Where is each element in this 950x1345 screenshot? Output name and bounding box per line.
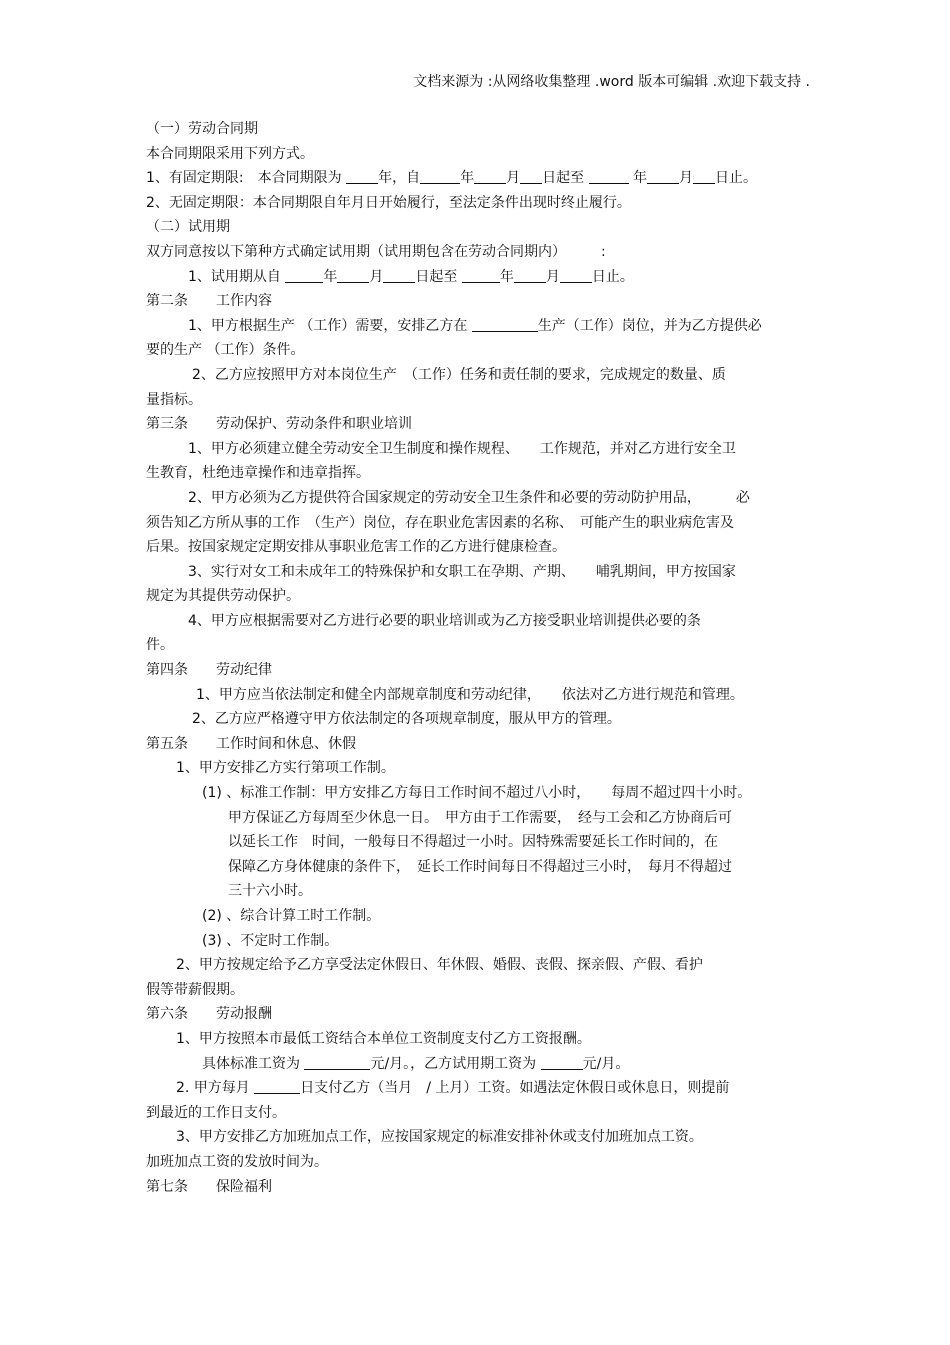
section-probation-heading: （二）试用期 [146, 219, 230, 236]
blank-field [420, 169, 460, 184]
article-3-clause-2: 2、甲方必须为乙方提供符合国家规定的劳动安全卫生条件和必要的劳动防护用品， 必 [188, 489, 750, 506]
article-7-heading: 第七条 保险福利 [146, 1178, 272, 1195]
article-2-clause-1-cont: 要的生产 （工作）条件。 [146, 342, 305, 359]
contract-term-intro: 本合同期限采用下列方式。 [146, 145, 314, 162]
article-2-clause-1: 1、甲方根据生产 （工作）需要，安排乙方在 生产（工作）岗位，并为乙方提供必 [188, 317, 762, 334]
standard-working-hours-cont: 甲方保证乙方每周至少休息一日。 甲方由于工作需要， 经与工会和乙方协商后可 [228, 809, 732, 826]
probation-intro: 双方同意按以下第种方式确定试用期（试用期包含在劳动合同期内） : [146, 243, 606, 260]
blank-field [589, 169, 629, 184]
wage-standard-line: 具体标准工资为 元/月。，乙方试用期工资为 元/月。 [202, 1055, 630, 1072]
section-contract-term-heading: （一）劳动合同期 [146, 121, 258, 137]
open-term-line: 2、无固定期限：本合同期限自年月日开始履行，至法定条件出现时终止履行。 [146, 194, 631, 211]
article-3-clause-1: 1、甲方必须建立健全劳动安全卫生制度和操作规程、 工作规范，并对乙方进行安全卫 [188, 440, 736, 457]
article-6-clause-3: 3、甲方安排乙方加班加点工作，应按国家规定的标准安排补休或支付加班加点工资。 [176, 1129, 703, 1146]
article-5-clause-2-cont: 假等带薪假期。 [146, 981, 244, 998]
blank-field [383, 268, 415, 283]
article-2-heading: 第二条 工作内容 [146, 293, 272, 310]
document-source-header: 文档来源为 :从网络收集整理 .word 版本可编辑 .欢迎下载支持 . [413, 74, 810, 90]
article-4-clause-1: 1、甲方应当依法制定和健全内部规章制度和劳动纪律， 依法对乙方进行规范和管理。 [196, 686, 744, 703]
article-3-clause-3: 3、实行对女工和未成年工的特殊保护和女职工在孕期、产期、 哺乳期间，甲方按国家 [188, 563, 736, 580]
article-6-clause-1: 1、甲方按照本市最低工资结合本单位工资制度支付乙方工资报酬。 [176, 1030, 591, 1047]
article-6-clause-3-cont: 加班加点工资的发放时间为。 [146, 1153, 328, 1170]
standard-working-hours: (1) 、标准工作制：甲方安排乙方每日工作时间不超过八小时， 每周不超过四十小时。 [202, 785, 752, 802]
article-3-clause-2-cont: 须告知乙方所从事的工作 （生产）岗位，存在职业危害因素的名称、 可能产生的职业病危害及 [146, 514, 734, 531]
blank-field [647, 169, 679, 184]
article-6-heading: 第六条 劳动报酬 [146, 1006, 272, 1023]
standard-working-hours-cont: 三十六小时。 [228, 883, 312, 900]
article-3-clause-4-cont: 件。 [146, 637, 174, 654]
standard-working-hours-cont: 以延长工作 时间，一般每日不得超过一小时。因特殊需要延长工作时间的，在 [228, 834, 718, 851]
article-2-clause-2-cont: 量指标。 [146, 391, 202, 408]
blank-field [560, 268, 592, 283]
article-3-clause-3-cont: 规定为其提供劳动保护。 [146, 588, 300, 605]
article-3-heading: 第三条 劳动保护、劳动条件和职业培训 [146, 416, 412, 433]
standard-working-hours-cont: 保障乙方身体健康的条件下， 延长工作时间每日不得超过三小时， 每月不得超过 [228, 858, 732, 875]
flexible-hours: (3) 、不定时工作制。 [202, 932, 339, 949]
blank-field [693, 169, 715, 184]
article-3-clause-1-cont: 生教育，杜绝违章操作和违章指挥。 [146, 465, 370, 482]
blank-field [304, 1055, 370, 1070]
article-6-clause-2: 2. 甲方每月 日支付乙方（当月 / 上月）工资。如遇法定休假日或休息日，则提前 [176, 1080, 730, 1097]
article-2-clause-2: 2、乙方应按照甲方对本岗位生产 （工作）任务和责任制的要求，完成规定的数量、质 [192, 366, 726, 383]
article-5-heading: 第五条 工作时间和休息、休假 [146, 735, 356, 752]
blank-field [337, 268, 369, 283]
article-6-clause-2-cont: 到最近的工作日支付。 [146, 1104, 286, 1121]
article-5-clause-1: 1、甲方安排乙方实行第项工作制。 [176, 760, 395, 777]
article-4-heading: 第四条 劳动纪律 [146, 662, 272, 679]
comprehensive-hours: (2) 、综合计算工时工作制。 [202, 908, 381, 924]
blank-field [541, 1055, 583, 1070]
blank-field [285, 268, 323, 283]
article-3-clause-2-cont: 后果。按国家规定定期安排从事职业危害工作的乙方进行健康检查。 [146, 539, 566, 556]
blank-field [346, 169, 378, 184]
blank-field [474, 169, 506, 184]
article-4-clause-2: 2、乙方应严格遵守甲方依法制定的各项规章制度，服从甲方的管理。 [192, 711, 621, 728]
blank-field [520, 169, 542, 184]
article-3-clause-4: 4、甲方应根据需要对乙方进行必要的职业培训或为乙方接受职业培训提供必要的条 [188, 612, 701, 629]
probation-period-line: 1、试用期从自 年 月 日起至 年 月 日止。 [188, 268, 634, 285]
blank-field [462, 268, 500, 283]
blank-field [472, 317, 538, 332]
contract-body [146, 117, 811, 1199]
fixed-term-line: 1、有固定期限: 本合同期限为 年，自 年 月 日起至 年 月 日止。 [146, 170, 757, 187]
blank-field [514, 268, 546, 283]
article-5-clause-2: 2、甲方按规定给予乙方享受法定休假日、年休假、婚假、丧假、探亲假、产假、看护 [176, 957, 703, 974]
blank-field [254, 1079, 300, 1094]
